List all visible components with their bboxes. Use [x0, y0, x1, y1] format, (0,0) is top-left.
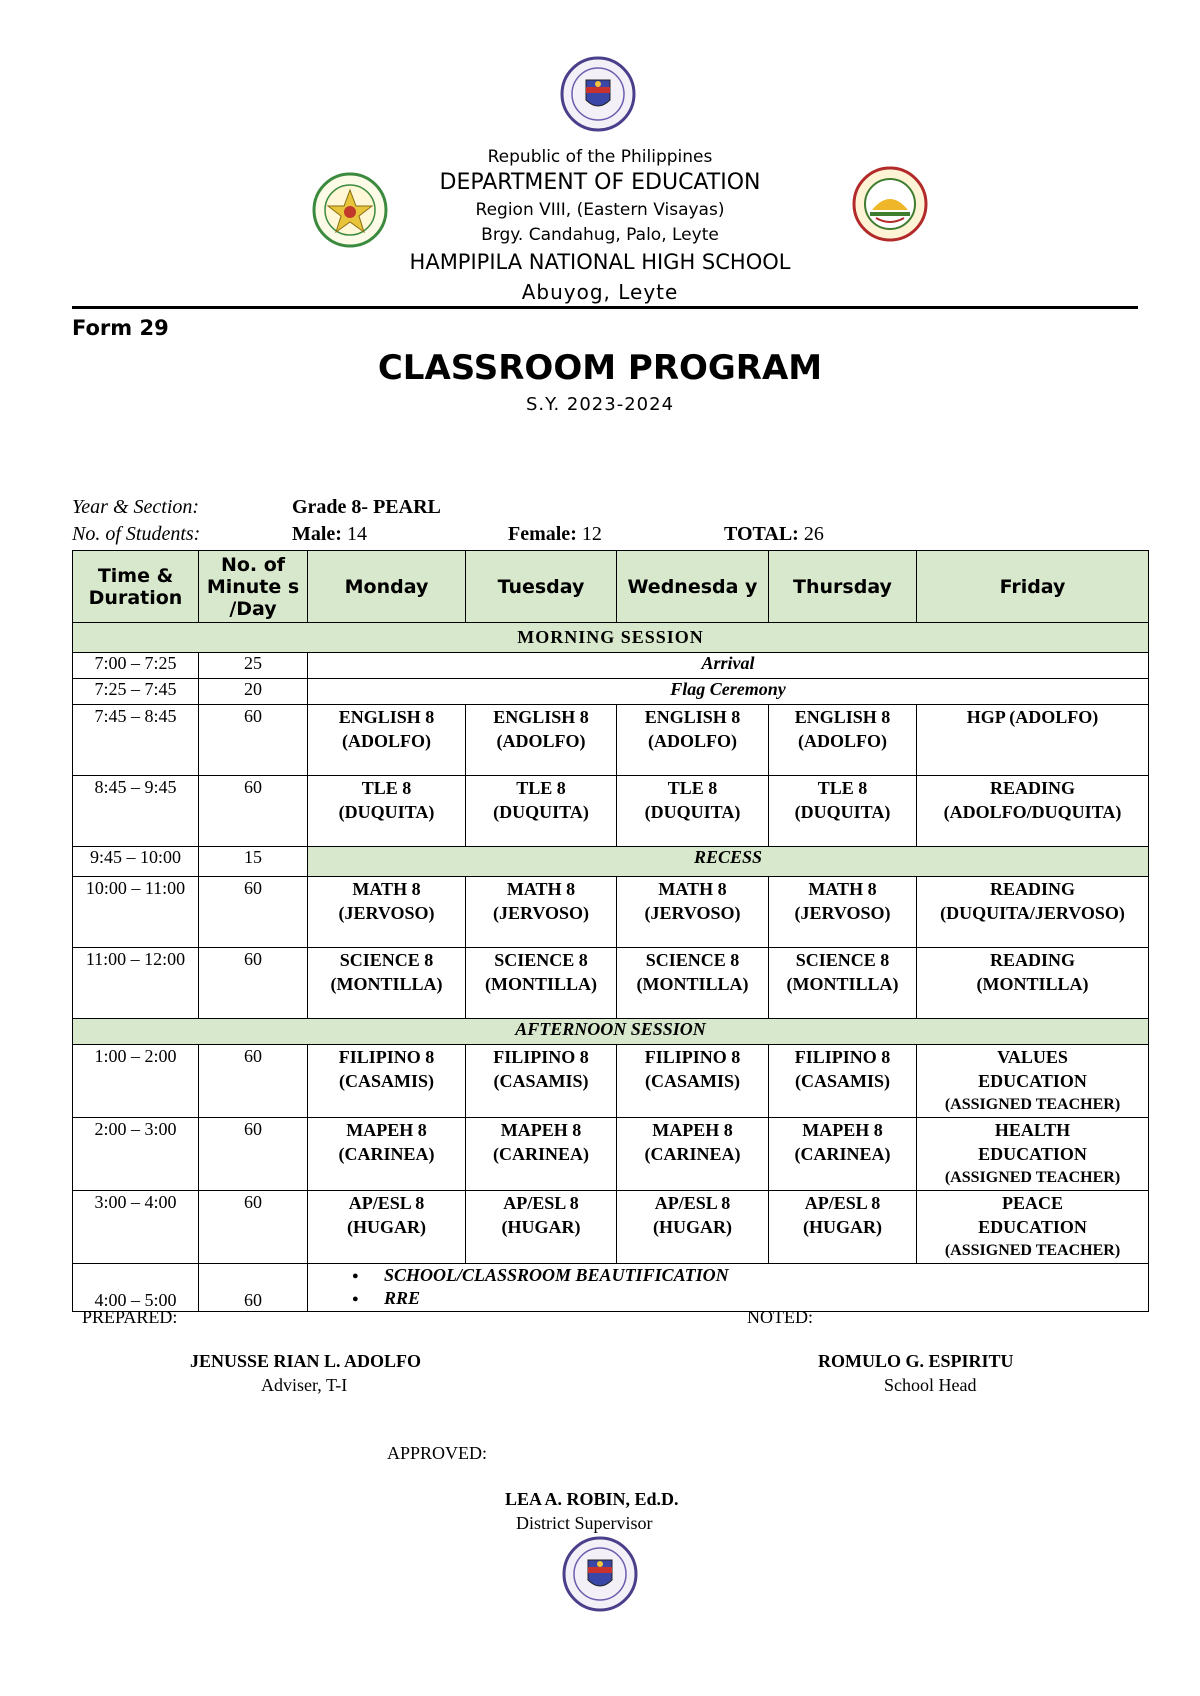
flag-time: 7:25 – 7:45: [73, 679, 199, 705]
row-minutes: 60: [199, 705, 308, 776]
prepared-name: JENUSSE RIAN L. ADOLFO: [190, 1351, 422, 1371]
activity-item: ● SCHOOL/CLASSROOM BEAUTIFICATION: [352, 1264, 1144, 1287]
afternoon-session-row: [73, 1019, 1149, 1045]
cell-tuesday: AP/ESL 8 (HUGAR): [466, 1191, 617, 1264]
col-wednesday: Wednesda y: [617, 551, 769, 623]
header-republic: Republic of the Philippines: [487, 147, 713, 167]
cell-thursday: MAPEH 8 (CARINEA): [769, 1118, 917, 1191]
noted-label: NOTED:: [747, 1307, 813, 1327]
col-friday: Friday: [917, 551, 1149, 623]
cell-monday: AP/ESL 8 (HUGAR): [308, 1191, 466, 1264]
noted-title: School Head: [884, 1375, 977, 1395]
col-time-duration: Time & Duration: [73, 551, 199, 623]
students-label: No. of Students:: [72, 523, 201, 545]
cell-thursday: TLE 8 (DUQUITA): [769, 776, 917, 847]
cell-monday: FILIPINO 8 (CASAMIS): [308, 1045, 466, 1118]
total-count: TOTAL: 26: [724, 523, 824, 545]
morning-session-label: MORNING SESSION: [73, 623, 1149, 653]
deped-seal-top: [560, 56, 636, 132]
cell-tuesday: MATH 8 (JERVOSO): [466, 877, 617, 948]
cell-monday: TLE 8 (DUQUITA): [308, 776, 466, 847]
cell-friday: HGP (ADOLFO): [917, 705, 1149, 776]
approved-title: District Supervisor: [516, 1513, 653, 1533]
cell-thursday: SCIENCE 8 (MONTILLA): [769, 948, 917, 1019]
cell-wednesday: MATH 8 (JERVOSO): [617, 877, 769, 948]
table-row: [73, 877, 1149, 948]
table-row: [73, 776, 1149, 847]
table-row: [73, 1191, 1149, 1264]
cell-tuesday: SCIENCE 8 (MONTILLA): [466, 948, 617, 1019]
header-town: Abuyog, Leyte: [521, 280, 679, 304]
table-row: [73, 1118, 1149, 1191]
table-row: [73, 948, 1149, 1019]
cell-tuesday: FILIPINO 8 (CASAMIS): [466, 1045, 617, 1118]
flag-minutes: 20: [199, 679, 308, 705]
cell-wednesday: ENGLISH 8 (ADOLFO): [617, 705, 769, 776]
cell-wednesday: FILIPINO 8 (CASAMIS): [617, 1045, 769, 1118]
arrival-label: Arrival: [308, 653, 1149, 679]
cell-thursday: MATH 8 (JERVOSO): [769, 877, 917, 948]
col-thursday: Thursday: [769, 551, 917, 623]
cell-tuesday: TLE 8 (DUQUITA): [466, 776, 617, 847]
prepared-title: Adviser, T-I: [261, 1375, 348, 1395]
cell-friday: READING (MONTILLA): [917, 948, 1149, 1019]
header-address: Brgy. Candahug, Palo, Leyte: [481, 225, 719, 245]
last-minutes: 60: [199, 1264, 308, 1312]
table-header-row: [73, 551, 1149, 623]
female-count: Female: 12: [508, 523, 602, 545]
row-time: 1:00 – 2:00: [73, 1045, 199, 1118]
row-time: 11:00 – 12:00: [73, 948, 199, 1019]
col-minutes: No. of Minute s /Day: [199, 551, 308, 623]
cell-wednesday: MAPEH 8 (CARINEA): [617, 1118, 769, 1191]
cell-friday: HEALTH EDUCATION (ASSIGNED TEACHER): [917, 1118, 1149, 1191]
arrival-row: [73, 653, 1149, 679]
cell-tuesday: MAPEH 8 (CARINEA): [466, 1118, 617, 1191]
row-time: 7:45 – 8:45: [73, 705, 199, 776]
row-time: 3:00 – 4:00: [73, 1191, 199, 1264]
page-title: CLASSROOM PROGRAM: [377, 348, 823, 388]
cell-friday: PEACE EDUCATION (ASSIGNED TEACHER): [917, 1191, 1149, 1264]
header-department: DEPARTMENT OF EDUCATION: [439, 170, 761, 195]
school-year: S.Y. 2023-2024: [525, 394, 675, 415]
row-minutes: 60: [199, 1118, 308, 1191]
recess-label: RECESS: [308, 847, 1149, 877]
year-section-value: Grade 8- PEARL: [292, 496, 441, 518]
male-count: Male: 14: [292, 523, 367, 545]
approved-name: LEA A. ROBIN, Ed.D.: [505, 1489, 679, 1509]
cell-wednesday: SCIENCE 8 (MONTILLA): [617, 948, 769, 1019]
cell-monday: MAPEH 8 (CARINEA): [308, 1118, 466, 1191]
cell-thursday: AP/ESL 8 (HUGAR): [769, 1191, 917, 1264]
row-time: 10:00 – 11:00: [73, 877, 199, 948]
prepared-label: PREPARED:: [82, 1307, 178, 1327]
cell-thursday: ENGLISH 8 (ADOLFO): [769, 705, 917, 776]
col-monday: Monday: [308, 551, 466, 623]
row-time: 8:45 – 9:45: [73, 776, 199, 847]
arrival-time: 7:00 – 7:25: [73, 653, 199, 679]
header-region: Region VIII, (Eastern Visayas): [475, 200, 725, 220]
cell-friday: READING (ADOLFO/DUQUITA): [917, 776, 1149, 847]
last-activities: [308, 1264, 1149, 1312]
form-label: Form 29: [72, 316, 169, 340]
recess-row: [73, 847, 1149, 877]
row-time: 2:00 – 3:00: [73, 1118, 199, 1191]
cell-friday: READING (DUQUITA/JERVOSO): [917, 877, 1149, 948]
row-minutes: 60: [199, 1045, 308, 1118]
header-school: HAMPIPILA NATIONAL HIGH SCHOOL: [409, 250, 791, 274]
schedule-table: [72, 550, 1149, 1312]
cell-monday: ENGLISH 8 (ADOLFO): [308, 705, 466, 776]
morning-session-row: [73, 623, 1149, 653]
cell-wednesday: AP/ESL 8 (HUGAR): [617, 1191, 769, 1264]
row-minutes: 60: [199, 776, 308, 847]
noted-name: ROMULO G. ESPIRITU: [818, 1351, 1014, 1371]
activity-item: ● RRE: [352, 1287, 1144, 1310]
cell-wednesday: TLE 8 (DUQUITA): [617, 776, 769, 847]
table-row: [73, 1045, 1149, 1118]
cell-friday: VALUES EDUCATION (ASSIGNED TEACHER): [917, 1045, 1149, 1118]
last-time: 4:00 – 5:00: [73, 1264, 199, 1312]
row-minutes: 60: [199, 948, 308, 1019]
flag-row: [73, 679, 1149, 705]
deped-seal-bottom: [562, 1536, 638, 1612]
table-row: [73, 705, 1149, 776]
row-minutes: 60: [199, 877, 308, 948]
header-divider: [72, 306, 1138, 309]
year-section-label: Year & Section:: [72, 496, 200, 518]
cell-monday: SCIENCE 8 (MONTILLA): [308, 948, 466, 1019]
approved-label: APPROVED:: [387, 1443, 488, 1463]
recess-time: 9:45 – 10:00: [73, 847, 199, 877]
recess-minutes: 15: [199, 847, 308, 877]
row-minutes: 60: [199, 1191, 308, 1264]
cell-thursday: FILIPINO 8 (CASAMIS): [769, 1045, 917, 1118]
cell-monday: MATH 8 (JERVOSO): [308, 877, 466, 948]
last-row: [73, 1264, 1149, 1312]
afternoon-session-label: AFTERNOON SESSION: [73, 1019, 1149, 1045]
arrival-minutes: 25: [199, 653, 308, 679]
cell-tuesday: ENGLISH 8 (ADOLFO): [466, 705, 617, 776]
flag-label: Flag Ceremony: [308, 679, 1149, 705]
col-tuesday: Tuesday: [466, 551, 617, 623]
